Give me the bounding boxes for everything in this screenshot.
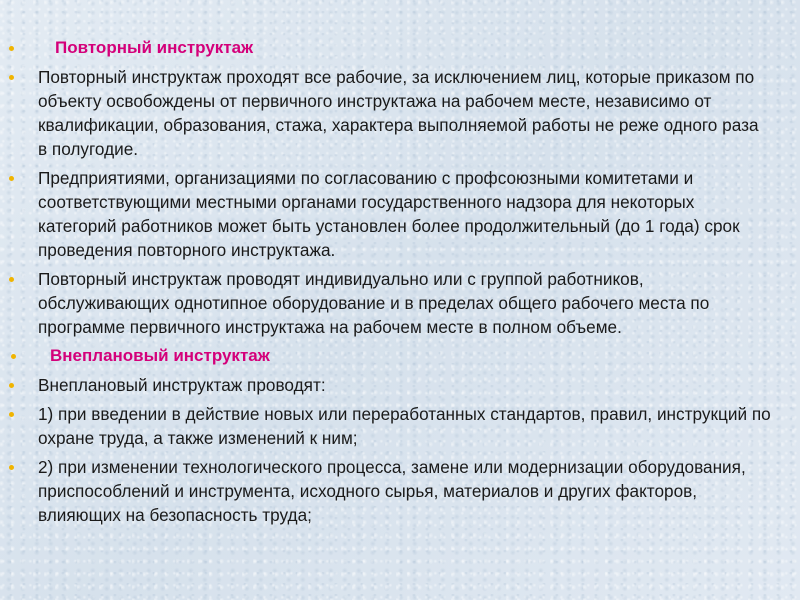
bullet-icon bbox=[11, 354, 16, 359]
bullet-icon bbox=[9, 176, 14, 181]
list-item bbox=[0, 166, 800, 262]
bullet-list bbox=[0, 36, 800, 532]
list-item-text: Повторный инструктаж проводят индивидуально или с группой работников, обслуживающих однотипное оборудование и в пределах общего рабочего места по программе первичного инструктажа на рабочем месте в полном объеме. bbox=[38, 269, 710, 337]
bullet-icon bbox=[9, 412, 14, 417]
list-item-text: Повторный инструктаж проходят все рабочие, за исключением лиц, которые приказом по объекту освобождены от первичного инструктажа на рабочем месте, независимо от квалификации, образования, стажа, характера выполняемой работы не реже одного раза в полугодие. bbox=[38, 67, 759, 159]
heading-repeat-briefing bbox=[0, 36, 800, 60]
list-item bbox=[0, 65, 800, 161]
list-item-text: 1) при введении в действие новых или переработанных стандартов, правил, инструкций по охране труда, а также изменений к ним; bbox=[38, 404, 771, 448]
list-item bbox=[0, 455, 800, 527]
list-item-text: Предприятиями, организациями по согласованию с профсоюзными комитетами и соответствующими местными органами государственного надзора для некоторых категорий работников может быть установлен более продолжительный (до 1 года) срок проведения повторного инструктажа. bbox=[38, 168, 740, 260]
bullet-icon bbox=[9, 383, 14, 388]
list-item bbox=[0, 267, 800, 339]
list-item bbox=[0, 402, 800, 450]
bullet-icon bbox=[9, 277, 14, 282]
heading-text: Внеплановый инструктаж bbox=[50, 346, 270, 365]
bullet-icon bbox=[9, 46, 14, 51]
list-item bbox=[0, 373, 800, 397]
list-item-text: Внеплановый инструктаж проводят: bbox=[38, 375, 326, 395]
list-item-text: 2) при изменении технологического процесса, замене или модернизации оборудования, приспособлений и инструмента, исходного сырья, материалов и других факторов, влияющих на безопасность труда; bbox=[38, 457, 746, 525]
bullet-icon bbox=[9, 465, 14, 470]
heading-unscheduled-briefing bbox=[0, 344, 800, 368]
heading-text: Повторный инструктаж bbox=[55, 38, 254, 57]
bullet-icon bbox=[9, 75, 14, 80]
